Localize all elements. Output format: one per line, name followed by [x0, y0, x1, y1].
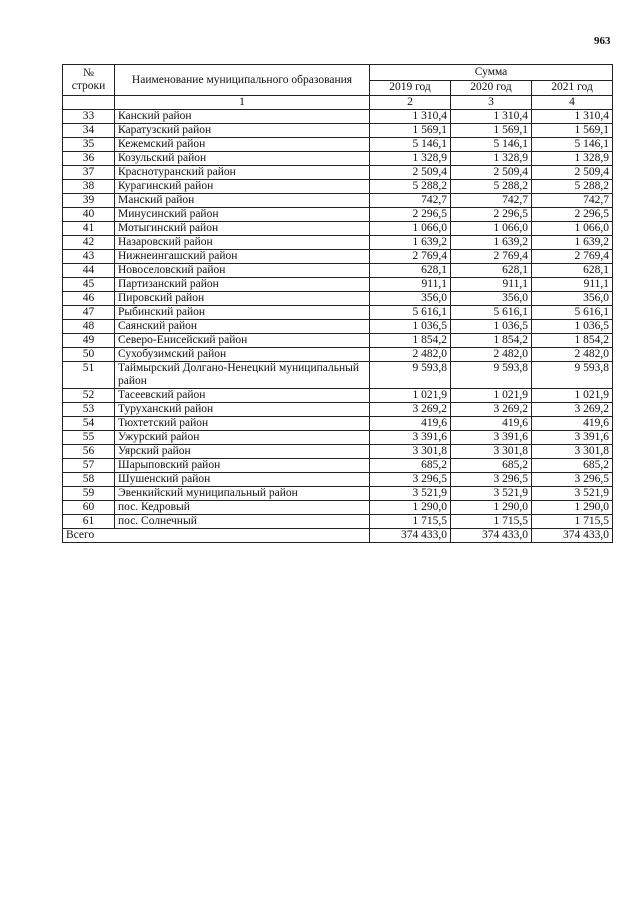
municipality-name: пос. Кедровый [115, 501, 370, 515]
table-body [63, 110, 613, 529]
row-number: 41 [63, 222, 115, 236]
row-number: 53 [63, 403, 115, 417]
value-2020: 3 296,5 [451, 473, 532, 487]
municipality-name: Козульский район [115, 152, 370, 166]
row-number: 54 [63, 417, 115, 431]
table-row [63, 362, 613, 389]
value-2021: 1 310,4 [532, 110, 613, 124]
row-number: 48 [63, 320, 115, 334]
table-row [63, 236, 613, 250]
column-index-cell: 3 [451, 96, 532, 110]
value-2020: 911,1 [451, 278, 532, 292]
table-row [63, 306, 613, 320]
value-2019: 3 301,8 [370, 445, 451, 459]
row-number: 52 [63, 389, 115, 403]
value-2020: 356,0 [451, 292, 532, 306]
municipality-name: Шушенский район [115, 473, 370, 487]
value-2020: 3 391,6 [451, 431, 532, 445]
row-number: 46 [63, 292, 115, 306]
table-row [63, 222, 613, 236]
value-2021: 685,2 [532, 459, 613, 473]
row-number: 45 [63, 278, 115, 292]
table-row [63, 431, 613, 445]
row-number: 33 [63, 110, 115, 124]
table-row [63, 501, 613, 515]
row-number: 38 [63, 180, 115, 194]
value-2019: 3 521,9 [370, 487, 451, 501]
row-number: 56 [63, 445, 115, 459]
value-2019: 1 066,0 [370, 222, 451, 236]
value-2019: 911,1 [370, 278, 451, 292]
value-2020: 5 146,1 [451, 138, 532, 152]
row-number: 40 [63, 208, 115, 222]
table-row [63, 515, 613, 529]
row-number: 34 [63, 124, 115, 138]
header-year-2019: 2019 год [370, 80, 451, 96]
table-row [63, 473, 613, 487]
row-number: 58 [63, 473, 115, 487]
table-row [63, 292, 613, 306]
value-2021: 1 639,2 [532, 236, 613, 250]
value-2021: 1 066,0 [532, 222, 613, 236]
value-2021: 911,1 [532, 278, 613, 292]
page-number: 963 [594, 35, 611, 47]
value-2021: 5 288,2 [532, 180, 613, 194]
table-row [63, 278, 613, 292]
value-2021: 9 593,8 [532, 362, 613, 389]
municipality-name: Ужурский район [115, 431, 370, 445]
value-2020: 2 296,5 [451, 208, 532, 222]
value-2019: 628,1 [370, 264, 451, 278]
value-2020: 3 269,2 [451, 403, 532, 417]
row-number: 49 [63, 334, 115, 348]
value-2019: 3 269,2 [370, 403, 451, 417]
column-index-cell: 2 [370, 96, 451, 110]
value-2020: 1 569,1 [451, 124, 532, 138]
row-number: 51 [63, 362, 115, 389]
value-2020: 1 021,9 [451, 389, 532, 403]
value-2019: 2 296,5 [370, 208, 451, 222]
total-2020: 374 433,0 [451, 529, 532, 543]
municipality-name: Саянский район [115, 320, 370, 334]
municipality-name: Нижнеингашский район [115, 250, 370, 264]
value-2021: 1 290,0 [532, 501, 613, 515]
value-2021: 5 146,1 [532, 138, 613, 152]
municipality-name: Краснотуранский район [115, 166, 370, 180]
value-2020: 419,6 [451, 417, 532, 431]
value-2019: 1 569,1 [370, 124, 451, 138]
value-2019: 356,0 [370, 292, 451, 306]
row-number: 35 [63, 138, 115, 152]
value-2020: 9 593,8 [451, 362, 532, 389]
municipality-name: Таймырский Долгано-Ненецкий муниципальный район [115, 362, 370, 389]
municipality-name: Рыбинский район [115, 306, 370, 320]
municipality-name: Канский район [115, 110, 370, 124]
value-2020: 628,1 [451, 264, 532, 278]
row-number: 50 [63, 348, 115, 362]
value-2020: 742,7 [451, 194, 532, 208]
value-2019: 1 036,5 [370, 320, 451, 334]
table-row [63, 334, 613, 348]
row-number: 43 [63, 250, 115, 264]
value-2019: 419,6 [370, 417, 451, 431]
value-2019: 1 290,0 [370, 501, 451, 515]
value-2020: 1 715,5 [451, 515, 532, 529]
value-2019: 5 616,1 [370, 306, 451, 320]
table-row [63, 264, 613, 278]
value-2021: 419,6 [532, 417, 613, 431]
row-number: 59 [63, 487, 115, 501]
total-2021: 374 433,0 [532, 529, 613, 543]
value-2021: 2 509,4 [532, 166, 613, 180]
total-2019: 374 433,0 [370, 529, 451, 543]
value-2021: 3 269,2 [532, 403, 613, 417]
column-index-cell [63, 96, 115, 110]
value-2019: 3 296,5 [370, 473, 451, 487]
municipality-name: Мотыгинский район [115, 222, 370, 236]
municipality-name: Сухобузимский район [115, 348, 370, 362]
table-row [63, 194, 613, 208]
municipality-name: Эвенкийский муниципальный район [115, 487, 370, 501]
municipality-name: Тюхтетский район [115, 417, 370, 431]
value-2021: 1 021,9 [532, 389, 613, 403]
value-2019: 2 769,4 [370, 250, 451, 264]
value-2021: 1 328,9 [532, 152, 613, 166]
header-row-number: № строки [63, 65, 115, 96]
municipality-name: Новоселовский район [115, 264, 370, 278]
value-2021: 3 521,9 [532, 487, 613, 501]
row-number: 39 [63, 194, 115, 208]
table-row [63, 180, 613, 194]
table-row [63, 110, 613, 124]
value-2021: 3 391,6 [532, 431, 613, 445]
value-2021: 3 296,5 [532, 473, 613, 487]
value-2021: 1 569,1 [532, 124, 613, 138]
value-2020: 1 066,0 [451, 222, 532, 236]
table-row [63, 138, 613, 152]
value-2020: 2 769,4 [451, 250, 532, 264]
header-year-2020: 2020 год [451, 80, 532, 96]
value-2019: 685,2 [370, 459, 451, 473]
municipality-name: Пировский район [115, 292, 370, 306]
municipality-name: Шарыповский район [115, 459, 370, 473]
value-2021: 2 482,0 [532, 348, 613, 362]
municipality-name: Северо-Енисейский район [115, 334, 370, 348]
value-2020: 3 521,9 [451, 487, 532, 501]
value-2019: 1 639,2 [370, 236, 451, 250]
budget-table [62, 64, 613, 543]
header-sum: Сумма [370, 65, 613, 81]
value-2019: 1 310,4 [370, 110, 451, 124]
table-row [63, 320, 613, 334]
value-2021: 2 296,5 [532, 208, 613, 222]
row-number: 61 [63, 515, 115, 529]
table-row [63, 417, 613, 431]
total-label: Всего [63, 529, 370, 543]
value-2021: 1 715,5 [532, 515, 613, 529]
table-row [63, 389, 613, 403]
value-2019: 1 854,2 [370, 334, 451, 348]
column-index-cell: 1 [115, 96, 370, 110]
value-2020: 5 288,2 [451, 180, 532, 194]
header-municipality-name: Наименование муниципального образования [115, 65, 370, 96]
municipality-name: Уярский район [115, 445, 370, 459]
value-2019: 2 482,0 [370, 348, 451, 362]
column-index-cell: 4 [532, 96, 613, 110]
row-number: 47 [63, 306, 115, 320]
row-number: 57 [63, 459, 115, 473]
value-2019: 2 509,4 [370, 166, 451, 180]
value-2021: 2 769,4 [532, 250, 613, 264]
municipality-name: Тасеевский район [115, 389, 370, 403]
row-number: 42 [63, 236, 115, 250]
table-row [63, 166, 613, 180]
value-2021: 1 036,5 [532, 320, 613, 334]
municipality-name: Каратузский район [115, 124, 370, 138]
municipality-name: Курагинский район [115, 180, 370, 194]
row-number: 37 [63, 166, 115, 180]
value-2019: 9 593,8 [370, 362, 451, 389]
value-2020: 2 482,0 [451, 348, 532, 362]
municipality-name: Туруханский район [115, 403, 370, 417]
value-2020: 1 036,5 [451, 320, 532, 334]
value-2019: 3 391,6 [370, 431, 451, 445]
value-2021: 742,7 [532, 194, 613, 208]
value-2019: 5 288,2 [370, 180, 451, 194]
value-2020: 1 310,4 [451, 110, 532, 124]
row-number: 36 [63, 152, 115, 166]
table-row [63, 250, 613, 264]
value-2020: 1 639,2 [451, 236, 532, 250]
municipality-name: Манский район [115, 194, 370, 208]
value-2020: 1 290,0 [451, 501, 532, 515]
value-2019: 742,7 [370, 194, 451, 208]
value-2019: 1 715,5 [370, 515, 451, 529]
table-row [63, 124, 613, 138]
value-2020: 3 301,8 [451, 445, 532, 459]
row-number: 55 [63, 431, 115, 445]
row-number: 44 [63, 264, 115, 278]
value-2019: 5 146,1 [370, 138, 451, 152]
value-2021: 628,1 [532, 264, 613, 278]
header-year-2021: 2021 год [532, 80, 613, 96]
municipality-name: Партизанский район [115, 278, 370, 292]
value-2020: 2 509,4 [451, 166, 532, 180]
table-row [63, 445, 613, 459]
value-2019: 1 328,9 [370, 152, 451, 166]
municipality-name: пос. Солнечный [115, 515, 370, 529]
table-row [63, 487, 613, 501]
value-2020: 685,2 [451, 459, 532, 473]
table-row [63, 348, 613, 362]
value-2021: 3 301,8 [532, 445, 613, 459]
value-2021: 5 616,1 [532, 306, 613, 320]
value-2020: 1 328,9 [451, 152, 532, 166]
table-row [63, 459, 613, 473]
table-row [63, 403, 613, 417]
municipality-name: Минусинский район [115, 208, 370, 222]
table-row [63, 152, 613, 166]
total-row [63, 529, 613, 543]
row-number: 60 [63, 501, 115, 515]
value-2021: 356,0 [532, 292, 613, 306]
value-2019: 1 021,9 [370, 389, 451, 403]
value-2020: 5 616,1 [451, 306, 532, 320]
value-2020: 1 854,2 [451, 334, 532, 348]
municipality-name: Назаровский район [115, 236, 370, 250]
table-row [63, 208, 613, 222]
municipality-name: Кежемский район [115, 138, 370, 152]
value-2021: 1 854,2 [532, 334, 613, 348]
